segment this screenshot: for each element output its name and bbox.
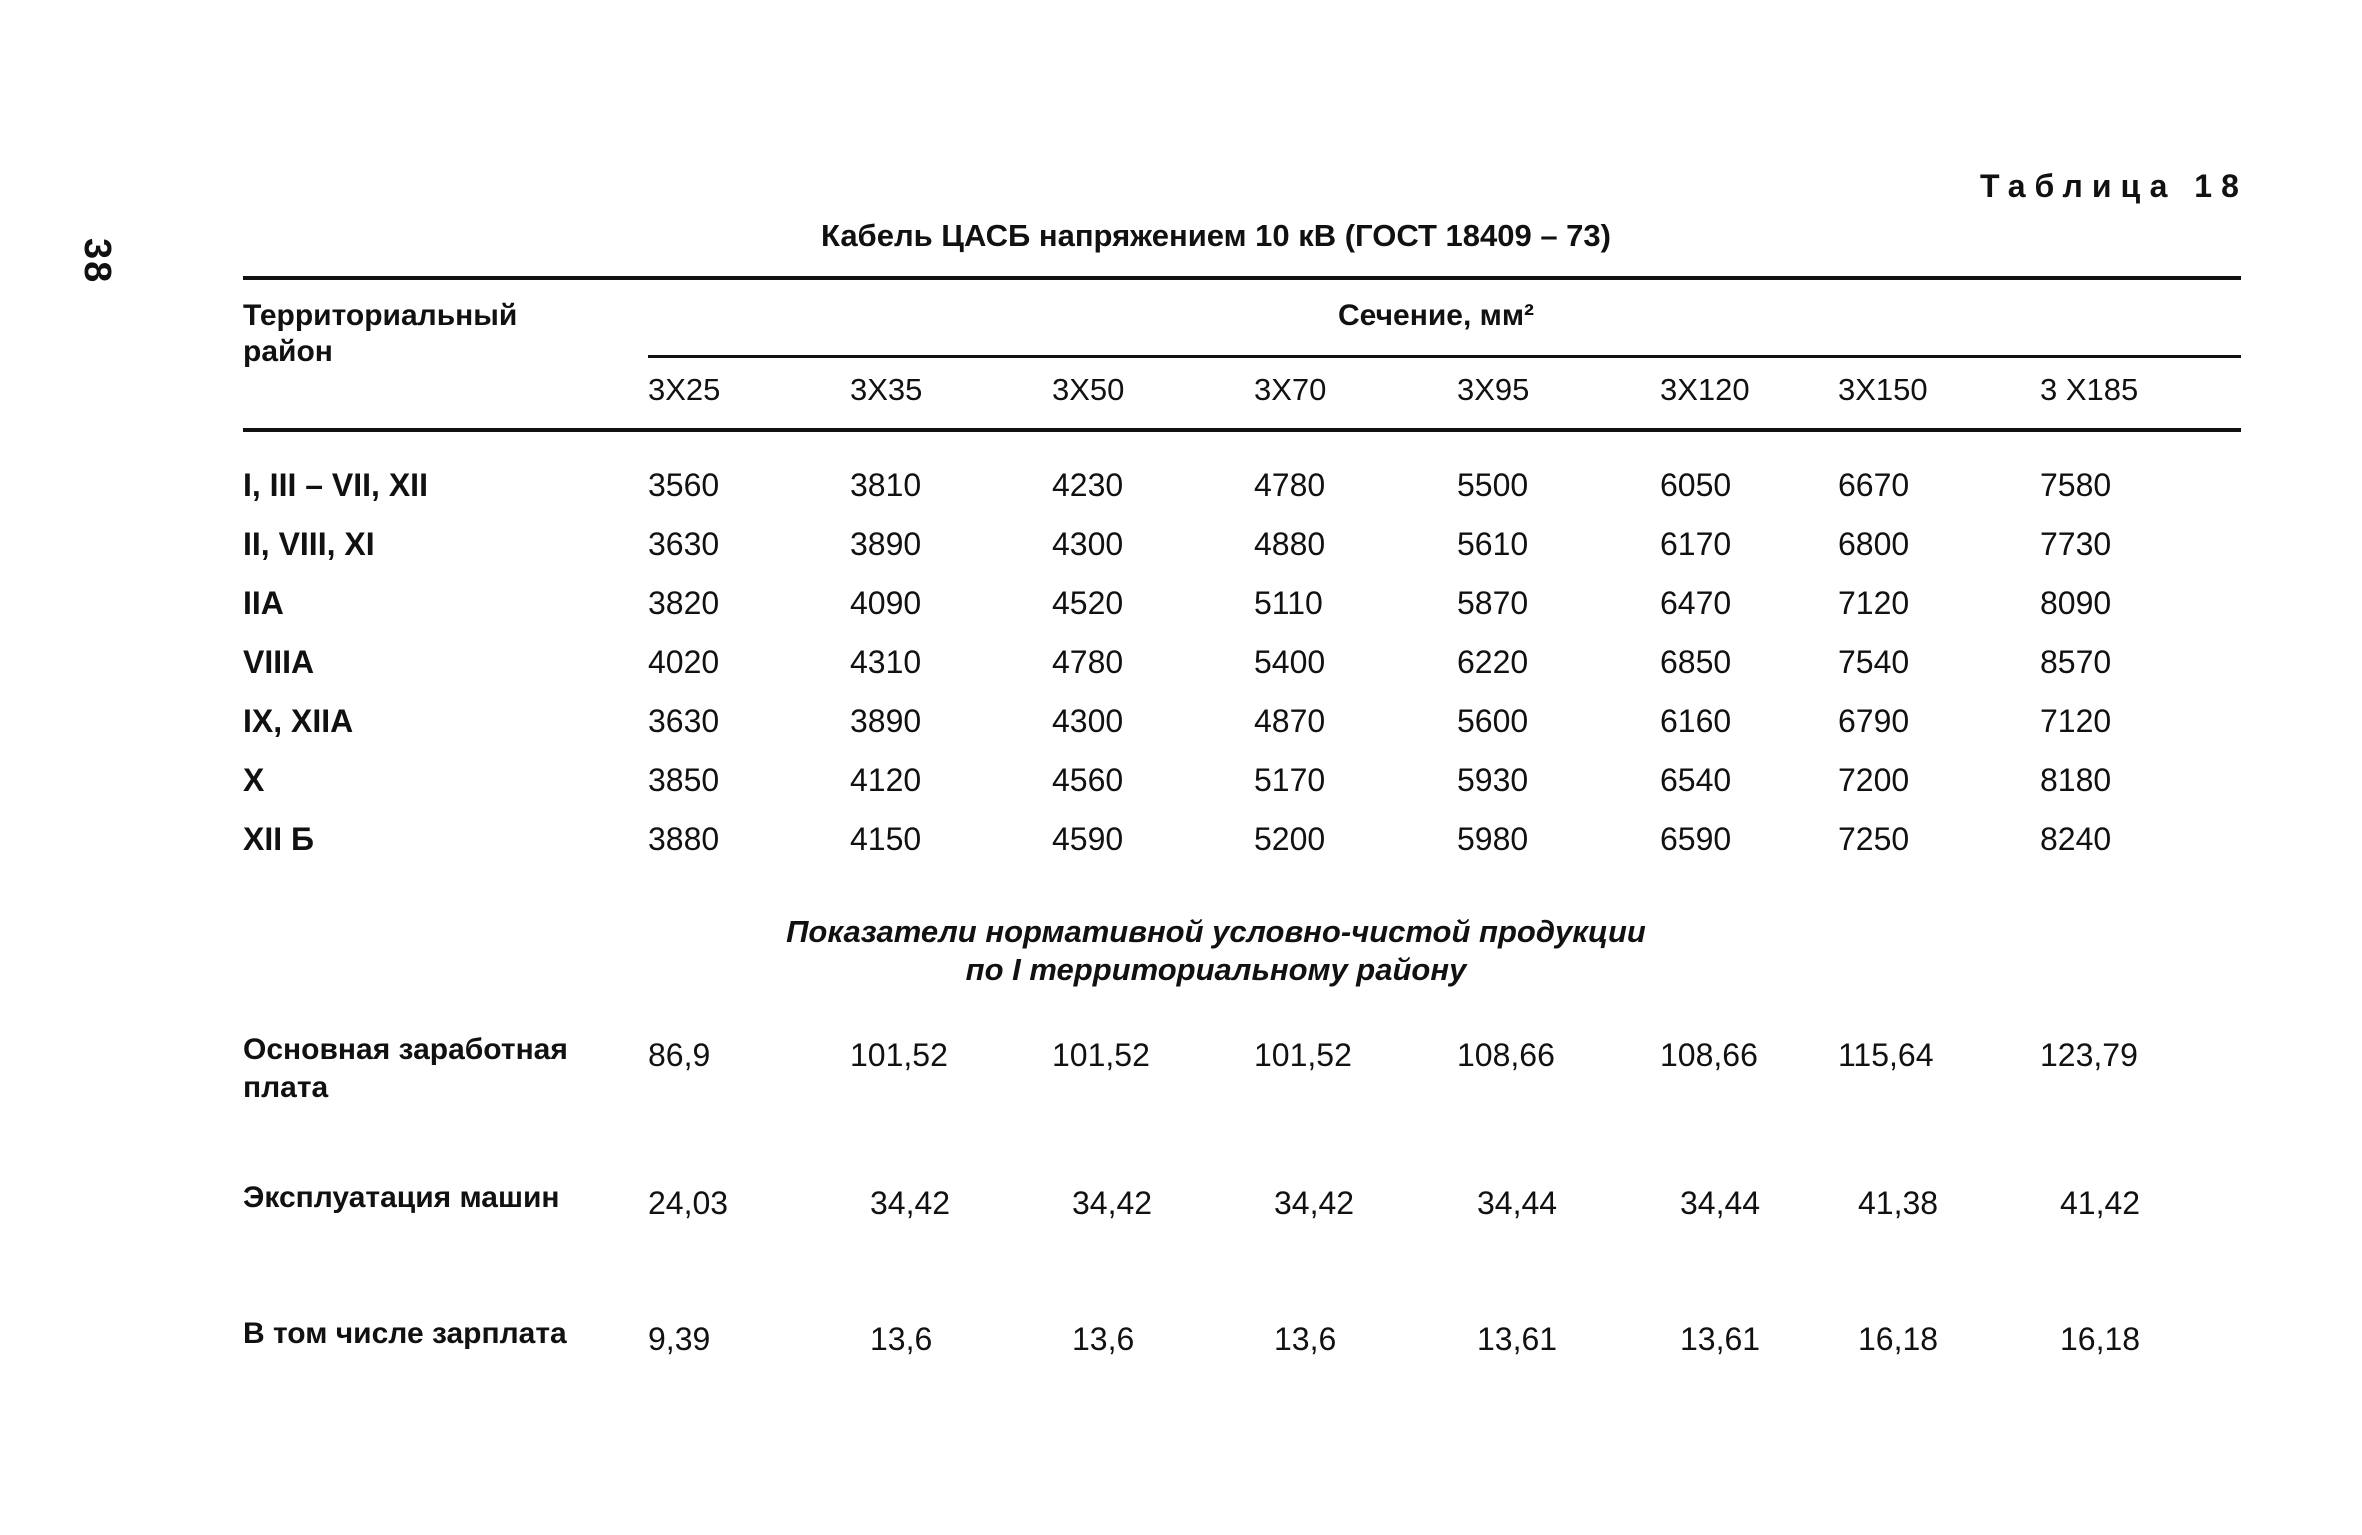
row-label: IIA	[243, 585, 284, 621]
indicator-value: 34,44	[1477, 1185, 1558, 1221]
table-cell: 4230	[1052, 467, 1124, 503]
table-cell: 6050	[1660, 467, 1732, 503]
table-cell: 6220	[1457, 644, 1529, 680]
table-cell: 7580	[2040, 467, 2112, 503]
table-cell: 6160	[1660, 703, 1732, 739]
indicator-label: В том числе зарплата	[243, 1317, 567, 1350]
table-cell: 3890	[850, 703, 922, 739]
table-cell: 3630	[648, 703, 720, 739]
table-cell: 4590	[1052, 821, 1124, 857]
table-cell: 3560	[648, 467, 720, 503]
table-label: Таблица 18	[1980, 168, 2248, 204]
indicator-value: 34,42	[1072, 1185, 1153, 1221]
region-header-label: Территориальный район	[243, 299, 518, 368]
table-cell: 4120	[850, 762, 922, 798]
table-cell: 3890	[850, 526, 922, 562]
table-cell: 5610	[1457, 526, 1529, 562]
row-label: I, III – VII, XII	[243, 467, 428, 503]
top-rule	[243, 276, 2241, 280]
table-cell: 3630	[648, 526, 720, 562]
row-label: IX, XIIA	[243, 703, 354, 739]
indicator-value: 34,44	[1680, 1185, 1761, 1221]
indicator-value: 123,79	[2040, 1037, 2138, 1073]
table-cell: 5200	[1254, 821, 1326, 857]
indicator-value: 41,38	[1858, 1185, 1939, 1221]
indicator-value: 13,61	[1477, 1321, 1558, 1357]
table-cell: 5870	[1457, 585, 1529, 621]
indicator-value: 13,61	[1680, 1321, 1761, 1357]
table-cell: 8090	[2040, 585, 2112, 621]
table-cell: 7120	[1838, 585, 1910, 621]
indicator-value: 13,6	[1072, 1321, 1135, 1357]
indicator-value: 108,66	[1660, 1037, 1758, 1073]
table-cell: 3850	[648, 762, 720, 798]
table-cell: 7120	[2040, 703, 2112, 739]
table-cell: 4880	[1254, 526, 1326, 562]
table-cell: 5170	[1254, 762, 1326, 798]
indicator-value: 16,18	[2060, 1321, 2141, 1357]
column-header: 3Х25	[648, 372, 721, 407]
table-cell: 4310	[850, 644, 922, 680]
row-label: VIIIA	[243, 644, 315, 680]
table-title: Кабель ЦАСБ напряжением 10 кВ (ГОСТ 18409 – 73)	[821, 218, 1611, 253]
column-header: 3Х35	[850, 372, 923, 407]
indicator-value: 16,18	[1858, 1321, 1939, 1357]
indicator-value: 9,39	[648, 1321, 711, 1357]
indicator-value: 108,66	[1457, 1037, 1555, 1073]
indicator-value: 101,52	[1254, 1037, 1352, 1073]
column-header: 3Х50	[1052, 372, 1125, 407]
indicator-title-line-2: по I территориальному району	[965, 952, 1467, 987]
table-cell: 4780	[1254, 467, 1326, 503]
indicator-value: 101,52	[850, 1037, 948, 1073]
section-rule	[648, 355, 2241, 358]
row-label: XII Б	[243, 821, 315, 857]
column-header: 3Х150	[1838, 372, 1928, 407]
row-label: X	[243, 762, 265, 798]
table-cell: 4150	[850, 821, 922, 857]
indicator-value: 13,6	[870, 1321, 933, 1357]
indicator-value: 115,64	[1838, 1037, 1934, 1073]
indicator-label: Основная заработная плата	[243, 1033, 568, 1104]
header-bottom-rule	[243, 428, 2241, 432]
indicator-value: 13,6	[1274, 1321, 1337, 1357]
section-header: Сечение, мм²	[1338, 299, 1534, 332]
table-cell: 6800	[1838, 526, 1910, 562]
table-cell: 7250	[1838, 821, 1910, 857]
table-cell: 4090	[850, 585, 922, 621]
table-cell: 8240	[2040, 821, 2112, 857]
table-cell: 6540	[1660, 762, 1732, 798]
page-number: 38	[76, 238, 118, 285]
table-cell: 6170	[1660, 526, 1732, 562]
table-cell: 3820	[648, 585, 720, 621]
table-cell: 5980	[1457, 821, 1529, 857]
table-cell: 4560	[1052, 762, 1124, 798]
indicator-label: Эксплуатация машин	[243, 1181, 560, 1214]
indicator-value: 41,42	[2060, 1185, 2141, 1221]
table-cell: 4780	[1052, 644, 1124, 680]
indicator-value: 34,42	[1274, 1185, 1355, 1221]
column-header: 3 Х185	[2040, 372, 2139, 407]
table-cell: 5110	[1254, 585, 1323, 621]
table-cell: 7540	[1838, 644, 1910, 680]
row-label: II, VIII, XI	[243, 526, 375, 562]
table-cell: 6590	[1660, 821, 1732, 857]
table-cell: 5400	[1254, 644, 1326, 680]
table-cell: 4520	[1052, 585, 1124, 621]
indicator-title-line-1: Показатели нормативной условно-чистой продукции	[786, 914, 1646, 949]
table-cell: 6790	[1838, 703, 1910, 739]
indicator-value: 34,42	[870, 1185, 951, 1221]
indicator-value: 101,52	[1052, 1037, 1150, 1073]
table-cell: 4020	[648, 644, 720, 680]
table-cell: 3810	[850, 467, 922, 503]
indicator-value: 86,9	[648, 1037, 711, 1073]
indicator-section-title	[0, 913, 2362, 989]
table-cell: 5500	[1457, 467, 1529, 503]
table-cell: 5930	[1457, 762, 1529, 798]
indicator-value: 24,03	[648, 1185, 729, 1221]
table-cell: 7730	[2040, 526, 2112, 562]
table-cell: 4300	[1052, 526, 1124, 562]
column-header: 3Х70	[1254, 372, 1327, 407]
table-cell: 7200	[1838, 762, 1910, 798]
region-header	[243, 298, 563, 370]
table-cell: 4870	[1254, 703, 1326, 739]
table-cell: 6850	[1660, 644, 1732, 680]
column-header: 3Х95	[1457, 372, 1530, 407]
table-cell: 4300	[1052, 703, 1124, 739]
table-cell: 3880	[648, 821, 720, 857]
table-cell: 8180	[2040, 762, 2112, 798]
table-cell: 5600	[1457, 703, 1529, 739]
table-cell: 8570	[2040, 644, 2112, 680]
table-cell: 6670	[1838, 467, 1910, 503]
column-header: 3Х120	[1660, 372, 1750, 407]
table-cell: 6470	[1660, 585, 1732, 621]
